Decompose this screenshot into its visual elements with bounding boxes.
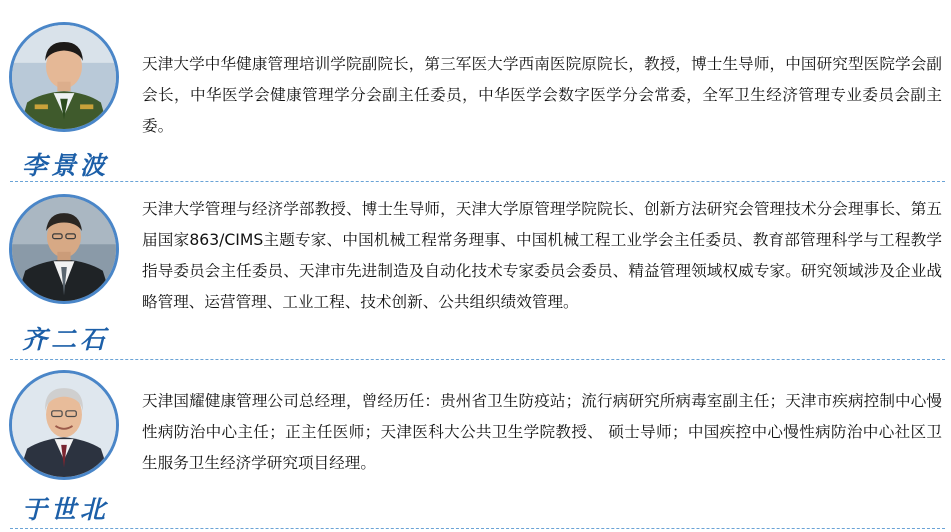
- person-bio: 天津大学管理与经济学部教授、博士生导师，天津大学原管理学院院长、创新方法研究会管理技术分会理事长、第五届国家863/CIMS主题专家、中国机械工程常务理事、中国机械工程工业学会主任委员、教育部管理科学与工程教学指导委员会主任委员、天津市先进制造及自动化技术专家委员会委员、精益管理领域权威专家。研究领域涉及企业战略管理、运营管理、工业工程、技术创新、公共组织绩效管理。: [142, 200, 942, 311]
- profile-card-2: [0, 183, 951, 358]
- avatar: [9, 194, 119, 304]
- section-divider: [10, 528, 945, 529]
- profile-card-3: [0, 361, 951, 532]
- portrait-business-suit: [12, 197, 116, 301]
- profile-card-1: [0, 0, 951, 180]
- person-bio: 天津国耀健康管理公司总经理，曾经历任：贵州省卫生防疫站；流行病研究所病毒室副主任；天津市疾病控制中心慢性病防治中心主任；正主任医师；天津医科大公共卫生学院教授、 硕士导师；中国疾控中心慢性病防治中心社区卫生服务卫生经济学研究项目经理。: [142, 392, 942, 472]
- person-bio: 天津大学中华健康管理培训学院副院长，第三军医大学西南医院原院长，教授，博士生导师，中国研究型医院学会副会长，中华医学会健康管理学分会副主任委员，中华医学会数字医学分会常委，全军卫生经济管理专业委员会副主委。: [142, 55, 942, 135]
- section-divider: [10, 181, 945, 182]
- avatar: [9, 22, 119, 132]
- portrait-smiling-man: [12, 373, 116, 477]
- person-name: 李景波: [22, 151, 110, 180]
- avatar: [9, 370, 119, 480]
- person-name: 于世北: [22, 495, 110, 524]
- section-divider: [10, 359, 945, 360]
- portrait-military-uniform: [12, 25, 116, 129]
- person-name: 齐二石: [22, 325, 110, 354]
